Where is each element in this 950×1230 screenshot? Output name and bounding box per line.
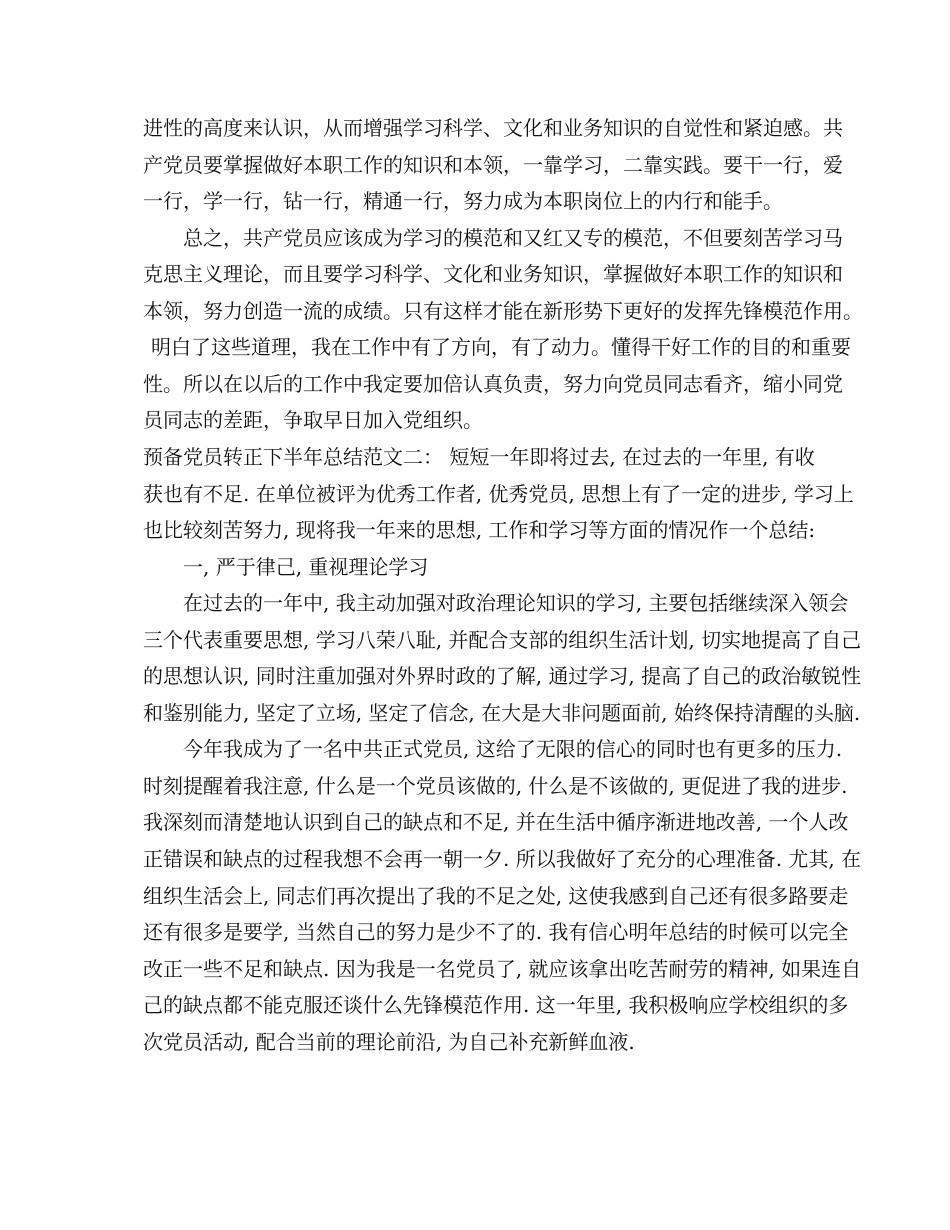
text-line: 时刻提醒着我注意, 什么是一个党员该做的, 什么是不该做的, 更促进了我的进步. bbox=[143, 773, 848, 798]
text-line: 总之，共产党员应该成为学习的模范和又红又专的模范，不但要刻苦学习马 bbox=[183, 225, 843, 250]
text-line: 的思想认识, 同时注重加强对外界时政的了解, 通过学习, 提高了自己的政治敏锐性 bbox=[143, 664, 862, 689]
text-line: 获也有不足. 在单位被评为优秀工作者, 优秀党员, 思想上有了一定的进步, 学习上 bbox=[143, 481, 854, 506]
text-line: 一, 严于律己, 重视理论学习 bbox=[183, 554, 429, 579]
text-line: 正错误和缺点的过程我想不会再一朝一夕. 所以我做好了充分的心理准备. 尤其, 在 bbox=[143, 847, 862, 871]
text-line: 员同志的差距，争取早日加入党组织。 bbox=[143, 408, 483, 433]
text-line: 克思主义理论，而且要学习科学、文化和业务知识，掌握做好本职工作的知识和 bbox=[143, 262, 843, 287]
text-line: 三个代表重要思想, 学习八荣八耻, 并配合支部的组织生活计划, 切实地提高了自己 bbox=[143, 627, 862, 652]
text-line: 次党员活动, 配合当前的理论前沿, 为自己补充新鲜血液. bbox=[143, 1029, 635, 1054]
text-line: 进性的高度来认识，从而增强学习科学、文化和业务知识的自觉性和紧迫感。共 bbox=[143, 116, 843, 140]
text-line: 明白了这些道理，我在工作中有了方向，有了动力。懂得干好工作的目的和重要 bbox=[151, 335, 851, 360]
text-line: 也比较刻苦努力, 现将我一年来的思想, 工作和学习等方面的情况作一个总结: bbox=[143, 518, 816, 543]
text-line: 产党员要掌握做好本职工作的知识和本领，一靠学习，二靠实践。要干一行，爱 bbox=[143, 152, 843, 177]
text-line: 预备党员转正下半年总结范文二： 短短一年即将过去, 在过去的一年里, 有收 bbox=[143, 444, 815, 469]
text-line: 改正一些不足和缺点. 因为我是一名党员了, 就应该拿出吃苦耐劳的精神, 如果连自 bbox=[143, 956, 862, 981]
text-line: 己的缺点都不能克服还谈什么先锋模范作用. 这一年里, 我积极响应学校组织的多 bbox=[143, 993, 849, 1018]
text-line: 我深刻而清楚地认识到自己的缺点和不足, 并在生活中循序渐进地改善, 一个人改 bbox=[143, 810, 849, 835]
text-line: 性。所以在以后的工作中我定要加倍认真负责，努力向党员同志看齐，缩小同党 bbox=[143, 371, 843, 396]
text-line: 还有很多是要学, 当然自己的努力是少不了的. 我有信心明年总结的时候可以完全 bbox=[143, 920, 849, 945]
text-line: 本领，努力创造一流的成绩。只有这样才能在新形势下更好的发挥先锋模范作用。 bbox=[143, 298, 863, 323]
text-line: 和鉴别能力, 坚定了立场, 坚定了信念, 在大是大非问题面前, 始终保持清醒的头脑. bbox=[143, 700, 861, 725]
text-line: 今年我成为了一名中共正式党员, 这给了无限的信心的同时也有更多的压力. bbox=[183, 737, 843, 762]
text-line: 一行，学一行，钻一行，精通一行，努力成为本职岗位上的内行和能手。 bbox=[143, 189, 783, 214]
text-line: 在过去的一年中, 我主动加强对政治理论知识的学习, 主要包括继续深入领会 bbox=[183, 591, 849, 616]
text-line: 组织生活会上, 同志们再次提出了我的不足之处, 这使我感到自己还有很多路要走 bbox=[143, 883, 849, 908]
